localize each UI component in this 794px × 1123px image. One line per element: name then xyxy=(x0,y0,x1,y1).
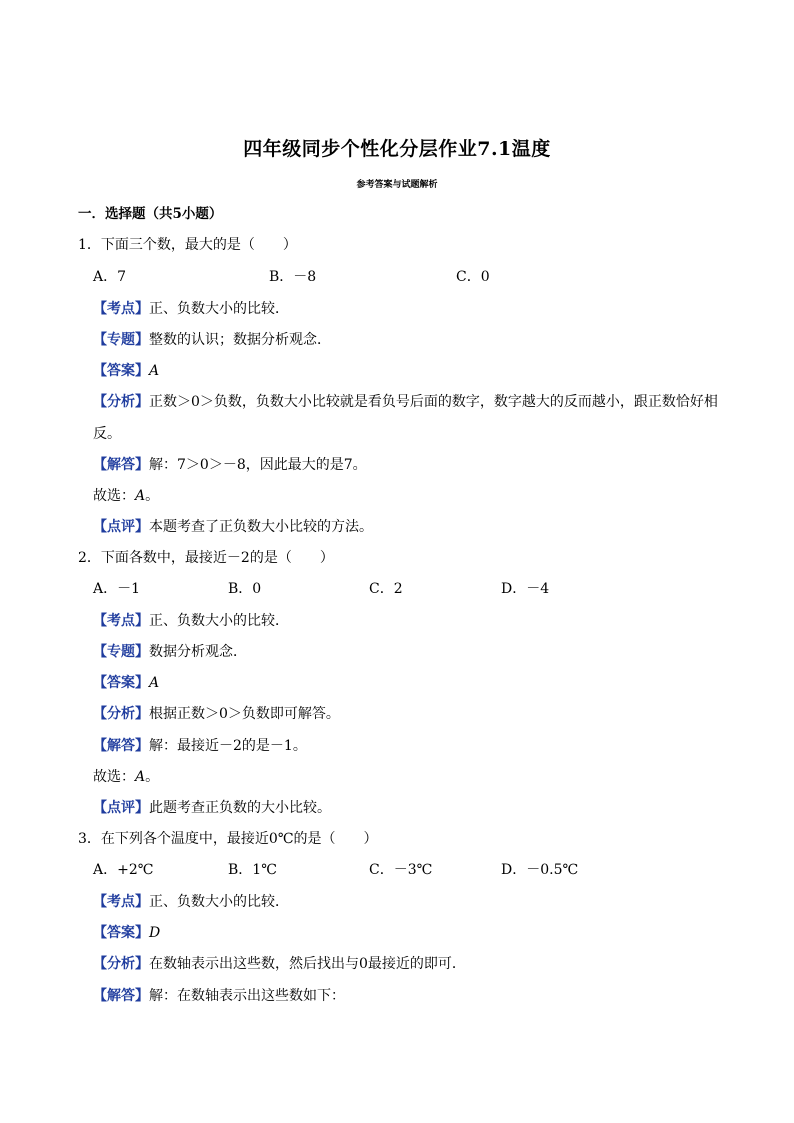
fenxi-tag: 【分析】 xyxy=(93,706,149,722)
q2-fenxi-text: 根据正数＞0＞负数即可解答。 xyxy=(149,706,340,722)
page-title: 四年级同步个性化分层作业7.1温度 xyxy=(243,138,551,160)
q2-option-b: B．0 xyxy=(228,581,262,597)
page-subtitle: 参考答案与试题解析 xyxy=(356,180,438,190)
q3-option-c: C．－3℃ xyxy=(369,862,433,878)
q2-guxuan xyxy=(93,768,159,786)
q1-option-c: C．0 xyxy=(456,269,490,285)
q1-dianping xyxy=(93,518,373,536)
q1-option-b: B．－8 xyxy=(269,269,317,285)
q1-guxuan-label: 故选： xyxy=(93,488,135,504)
q3-option-a: A．+2℃ xyxy=(93,862,154,878)
q2-guxuan-end: 。 xyxy=(145,769,160,785)
q3-daan xyxy=(93,924,160,942)
q2-dianping-text: 此题考查正负数的大小比较。 xyxy=(149,800,331,816)
jieda-tag: 【解答】 xyxy=(93,988,149,1004)
q1-guxuan xyxy=(93,487,159,505)
jieda-tag: 【解答】 xyxy=(93,457,149,473)
q2-jieda xyxy=(93,737,307,755)
q3-stem: 3．在下列各个温度中，最接近0℃的是（ ） xyxy=(78,831,378,847)
section-heading: 一．选择题（共5小题） xyxy=(78,206,223,222)
q1-zhuanti xyxy=(93,331,331,349)
dianping-tag: 【点评】 xyxy=(93,800,149,816)
zhuanti-tag: 【专题】 xyxy=(93,332,149,348)
q1-daan-text: A xyxy=(149,363,160,379)
q1-guxuan-end: 。 xyxy=(145,488,160,504)
q2-guxuan-answer: A xyxy=(135,769,146,785)
q2-dianping xyxy=(93,799,331,817)
kaodian-tag: 【考点】 xyxy=(93,894,149,910)
q3-daan-text: D xyxy=(149,925,161,941)
q2-option-d: D．－4 xyxy=(501,581,550,597)
q3-fenxi xyxy=(93,955,466,973)
fenxi-tag: 【分析】 xyxy=(93,394,149,410)
q3-jieda xyxy=(93,987,345,1005)
q2-guxuan-label: 故选： xyxy=(93,769,135,785)
q2-option-a: A．－1 xyxy=(93,581,141,597)
q1-fenxi-cont: 反。 xyxy=(93,426,121,442)
fenxi-tag: 【分析】 xyxy=(93,956,149,972)
q2-stem: 2．下面各数中，最接近－2的是（ ） xyxy=(78,550,334,566)
q2-jieda-text: 解：最接近－2的是－1。 xyxy=(149,738,307,754)
q3-kaodian xyxy=(93,893,289,911)
jieda-tag: 【解答】 xyxy=(93,738,149,754)
q2-kaodian-text: 正、负数大小的比较． xyxy=(149,613,289,629)
q1-daan xyxy=(93,362,159,380)
q1-kaodian-text: 正、负数大小的比较． xyxy=(149,301,289,317)
q1-zhuanti-text: 整数的认识；数据分析观念． xyxy=(149,332,331,348)
q2-daan xyxy=(93,674,159,692)
q1-fenxi-text: 正数＞0＞负数，负数大小比较就是看负号后面的数字，数字越大的反而越小，跟正数恰好相 xyxy=(149,394,718,410)
q1-dianping-text: 本题考查了正负数大小比较的方法。 xyxy=(149,519,373,535)
q1-jieda xyxy=(93,456,367,474)
q2-option-c: C．2 xyxy=(369,581,403,597)
q3-option-d: D．－0.5℃ xyxy=(501,862,579,878)
q2-zhuanti xyxy=(93,643,247,661)
daan-tag: 【答案】 xyxy=(93,675,149,691)
kaodian-tag: 【考点】 xyxy=(93,613,149,629)
q3-option-b: B．1℃ xyxy=(228,862,277,878)
q1-guxuan-answer: A xyxy=(135,488,146,504)
q1-kaodian xyxy=(93,300,289,318)
q1-jieda-text: 解：7＞0＞－8，因此最大的是7。 xyxy=(149,457,367,473)
q2-daan-text: A xyxy=(149,675,160,691)
q2-fenxi xyxy=(93,705,340,723)
q3-kaodian-text: 正、负数大小的比较． xyxy=(149,894,289,910)
q2-zhuanti-text: 数据分析观念． xyxy=(149,644,247,660)
kaodian-tag: 【考点】 xyxy=(93,301,149,317)
q1-fenxi xyxy=(93,393,718,411)
q1-stem: 1．下面三个数，最大的是（ ） xyxy=(78,237,297,253)
q1-option-a: A．7 xyxy=(93,269,127,285)
q3-fenxi-text: 在数轴表示出这些数，然后找出与0最接近的即可． xyxy=(149,956,466,972)
daan-tag: 【答案】 xyxy=(93,363,149,379)
q3-jieda-text: 解：在数轴表示出这些数如下： xyxy=(149,988,345,1004)
q2-kaodian xyxy=(93,612,289,630)
daan-tag: 【答案】 xyxy=(93,925,149,941)
dianping-tag: 【点评】 xyxy=(93,519,149,535)
zhuanti-tag: 【专题】 xyxy=(93,644,149,660)
